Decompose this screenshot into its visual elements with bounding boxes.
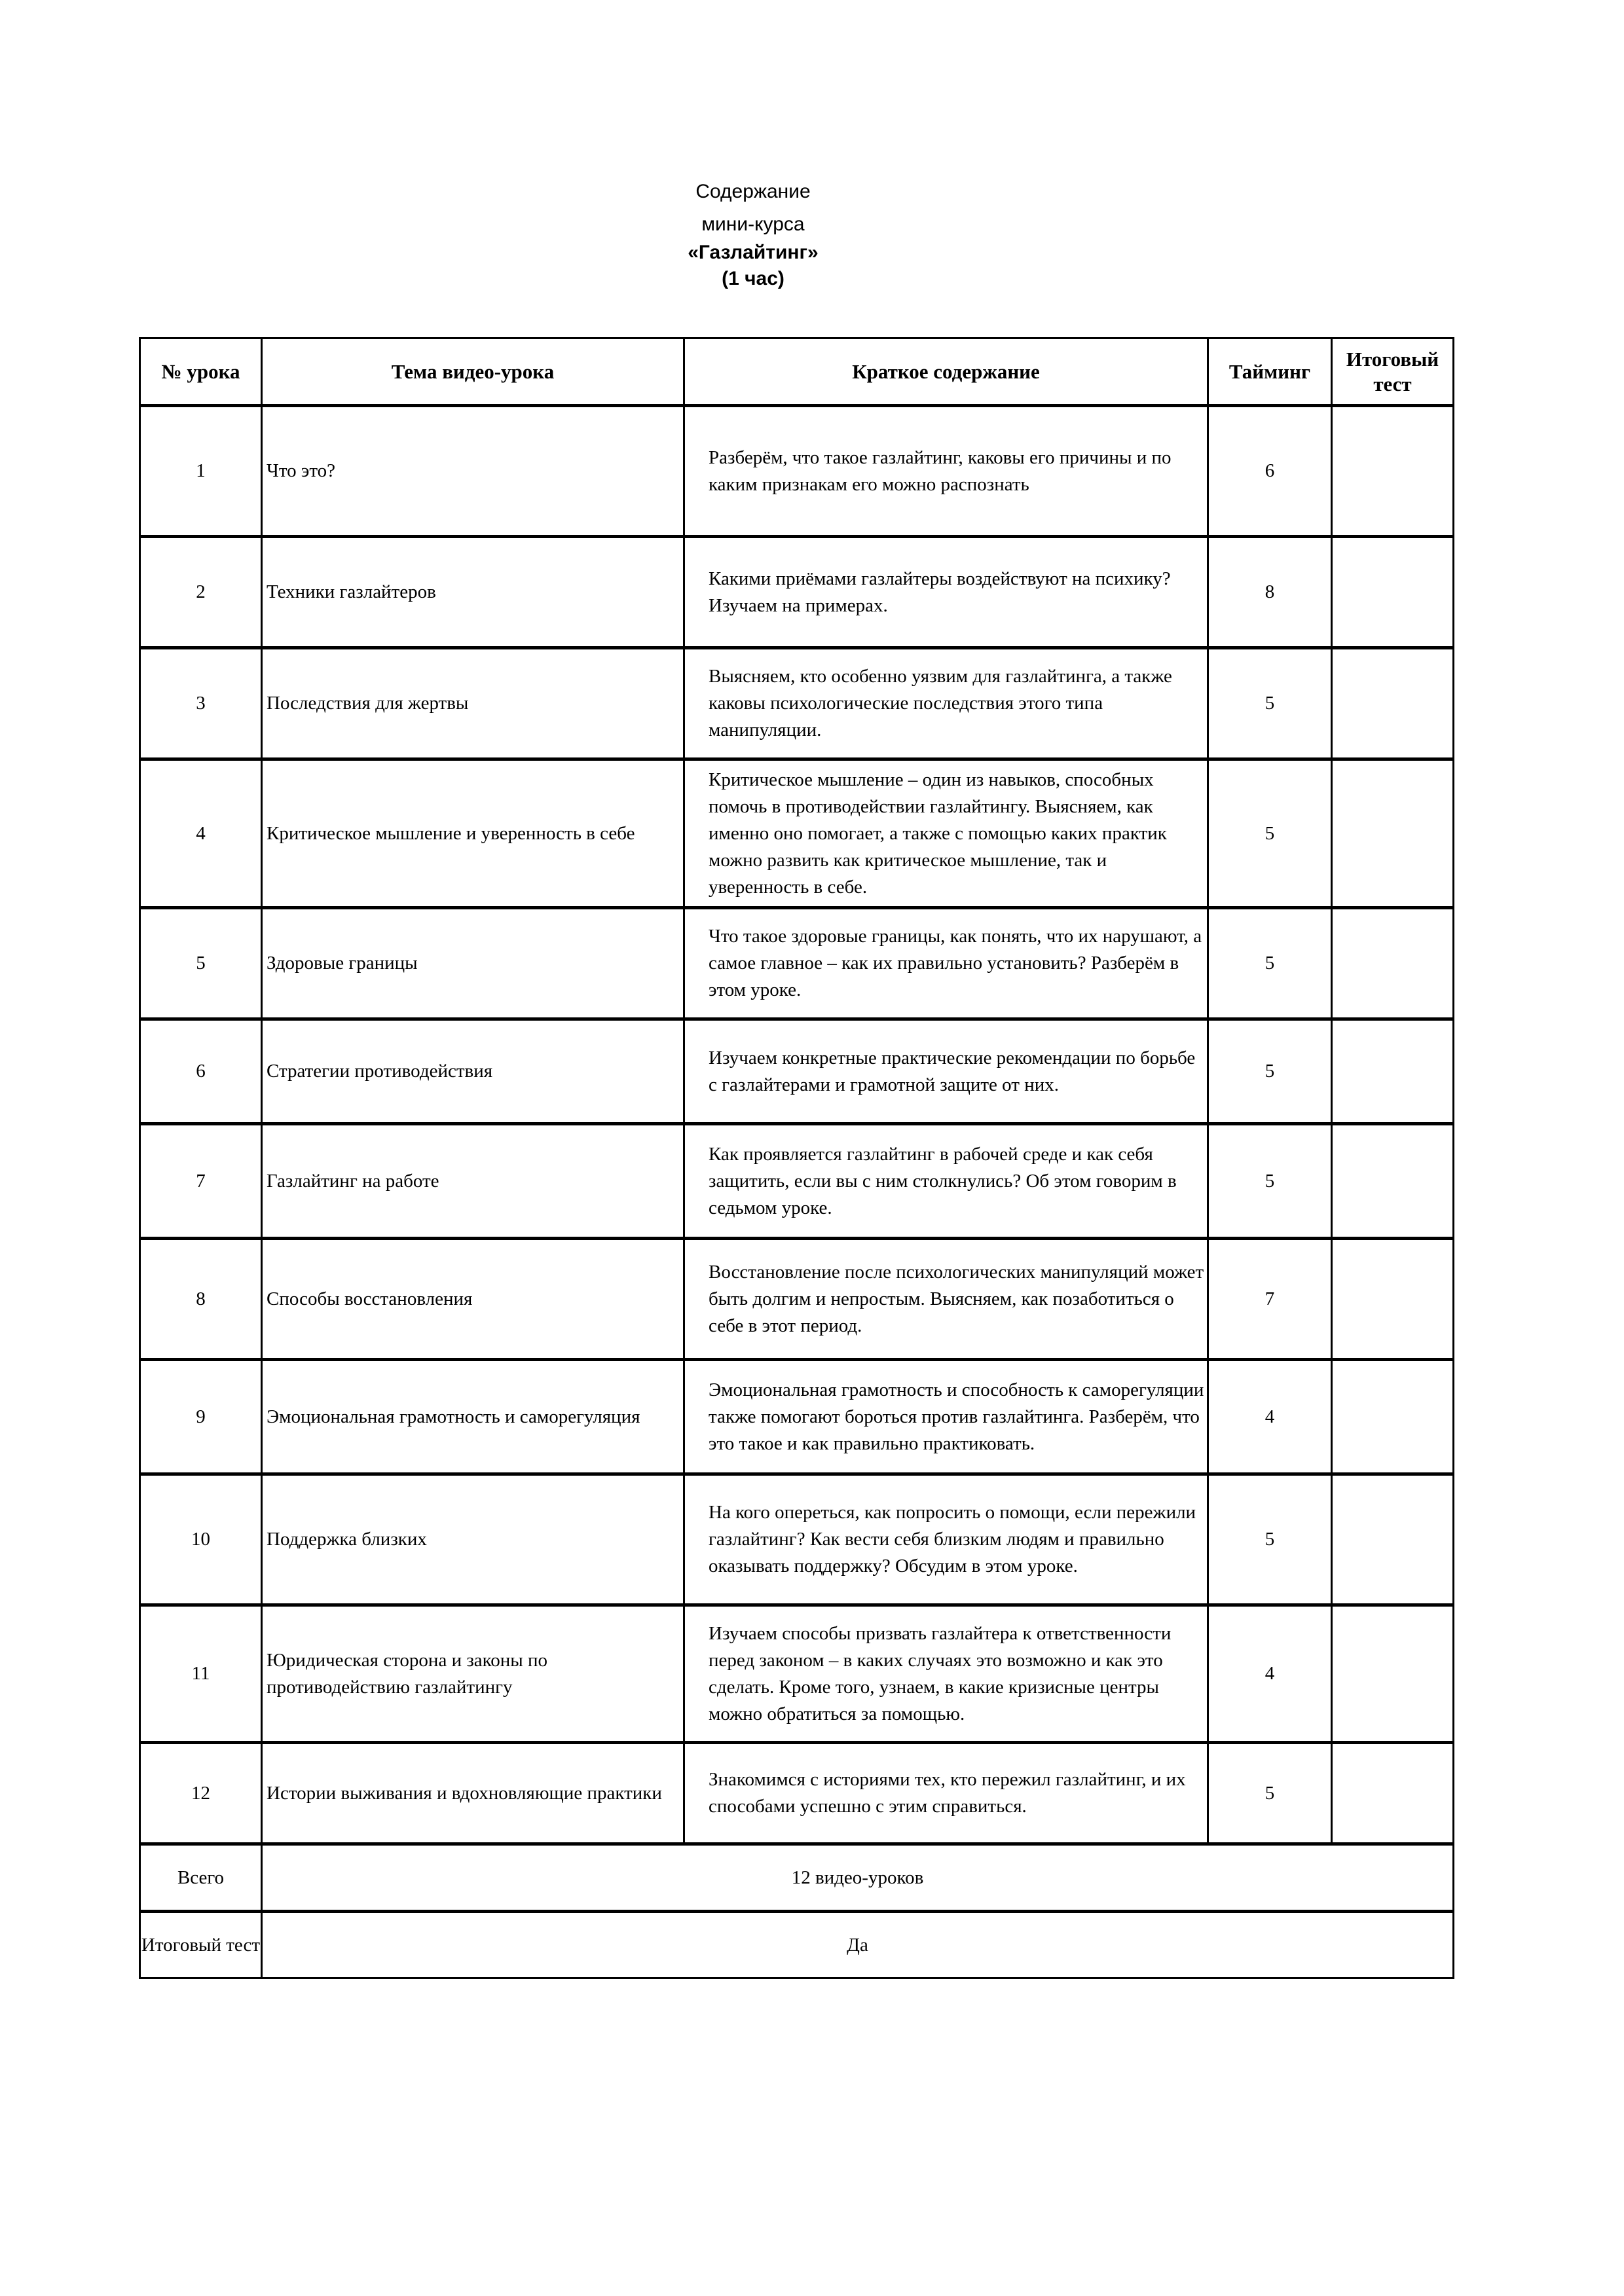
title-line-contents: Содержание (695, 181, 811, 202)
header-topic: Тема видео-урока (262, 338, 684, 406)
lesson-timing: 6 (1208, 406, 1332, 537)
lesson-timing: 5 (1208, 759, 1332, 908)
lesson-row (140, 1019, 1454, 1124)
document-title (589, 175, 917, 293)
lesson-timing: 5 (1208, 1474, 1332, 1605)
header-summary: Краткое содержание (684, 338, 1208, 406)
lesson-number: 10 (140, 1474, 262, 1605)
lesson-number: 12 (140, 1743, 262, 1844)
final-test-label: Итоговый тест (140, 1912, 262, 1978)
lesson-final-test (1332, 1743, 1454, 1844)
lesson-row (140, 759, 1454, 908)
lesson-topic: Здоровые границы (262, 908, 684, 1019)
lesson-final-test (1332, 648, 1454, 759)
lesson-row (140, 1360, 1454, 1474)
header-timing: Тайминг (1208, 338, 1332, 406)
lesson-number: 1 (140, 406, 262, 537)
lesson-number: 7 (140, 1124, 262, 1239)
header-lesson-number: № урока (140, 338, 262, 406)
lesson-number: 8 (140, 1239, 262, 1360)
lesson-summary: Изучаем способы призвать газлайтера к ответственности перед законом – в каких случаях это возможно и как это сделать. Кроме того, узнаем, в какие кризисные центры можно обратиться за помощью. (684, 1605, 1208, 1743)
lesson-summary: Изучаем конкретные практические рекомендации по борьбе с газлайтерами и грамотной защите от них. (684, 1019, 1208, 1124)
lesson-row (140, 1474, 1454, 1605)
lesson-summary: Как проявляется газлайтинг в рабочей среде и как себя защитить, если вы с ним столкнулись? Об этом говорим в седьмом уроке. (684, 1124, 1208, 1239)
lesson-topic: Юридическая сторона и законы по противодействию газлайтингу (262, 1605, 684, 1743)
lesson-row (140, 406, 1454, 537)
lesson-row (140, 1605, 1454, 1743)
course-name: «Газлайтинг» (688, 242, 819, 263)
lesson-final-test (1332, 406, 1454, 537)
lesson-topic: Поддержка близких (262, 1474, 684, 1605)
lesson-summary: Знакомимся с историями тех, кто пережил газлайтинг, и их способами успешно с этим справиться. (684, 1743, 1208, 1844)
lesson-timing: 5 (1208, 648, 1332, 759)
lesson-summary: Разберём, что такое газлайтинг, каковы его причины и по каким признакам его можно распознать (684, 406, 1208, 537)
lesson-topic: Последствия для жертвы (262, 648, 684, 759)
lesson-final-test (1332, 1239, 1454, 1360)
lesson-summary: Эмоциональная грамотность и способность к саморегуляции также помогают бороться против газлайтинга. Разберём, что это такое и как правильно практиковать. (684, 1360, 1208, 1474)
lesson-timing: 4 (1208, 1605, 1332, 1743)
lesson-number: 6 (140, 1019, 262, 1124)
total-label: Всего (140, 1844, 262, 1912)
lesson-final-test (1332, 759, 1454, 908)
lesson-row (140, 648, 1454, 759)
lesson-row (140, 1124, 1454, 1239)
table-header-row (140, 338, 1454, 406)
lesson-final-test (1332, 908, 1454, 1019)
lesson-topic: Критическое мышление и уверенность в себе (262, 759, 684, 908)
lesson-final-test (1332, 1360, 1454, 1474)
lesson-summary: Критическое мышление – один из навыков, способных помочь в противодействии газлайтингу. Выясняем, как именно оно помогает, а также с помощью каких практик можно развить как критическое мышление, так и уверенность в себе. (684, 759, 1208, 908)
lesson-final-test (1332, 1474, 1454, 1605)
lesson-summary: Что такое здоровые границы, как понять, что их нарушают, а самое главное – как их правильно установить? Разберём в этом уроке. (684, 908, 1208, 1019)
lesson-number: 5 (140, 908, 262, 1019)
total-value: 12 видео-уроков (262, 1844, 1454, 1912)
title-line-mini-course: мини-курса (701, 213, 805, 235)
total-row (140, 1844, 1454, 1912)
lesson-row (140, 908, 1454, 1019)
lesson-timing: 8 (1208, 537, 1332, 648)
lesson-summary: Восстановление после психологических манипуляций может быть долгим и непростым. Выясняем, как позаботиться о себе в этот период. (684, 1239, 1208, 1360)
lesson-summary: Выясняем, кто особенно уязвим для газлайтинга, а также каковы психологические последствия этого типа манипуляции. (684, 648, 1208, 759)
lesson-timing: 5 (1208, 908, 1332, 1019)
lesson-topic: Что это? (262, 406, 684, 537)
lesson-number: 2 (140, 537, 262, 648)
lesson-summary: Какими приёмами газлайтеры воздействуют на психику? Изучаем на примерах. (684, 537, 1208, 648)
final-test-row (140, 1912, 1454, 1978)
lesson-number: 9 (140, 1360, 262, 1474)
lesson-row (140, 537, 1454, 648)
lesson-number: 11 (140, 1605, 262, 1743)
lesson-final-test (1332, 1124, 1454, 1239)
lesson-row (140, 1239, 1454, 1360)
lesson-topic: Стратегии противодействия (262, 1019, 684, 1124)
lesson-number: 3 (140, 648, 262, 759)
lesson-timing: 5 (1208, 1124, 1332, 1239)
lesson-row (140, 1743, 1454, 1844)
lesson-final-test (1332, 1605, 1454, 1743)
lesson-timing: 4 (1208, 1360, 1332, 1474)
course-duration: (1 час) (722, 268, 784, 289)
lesson-final-test (1332, 537, 1454, 648)
lesson-topic: Истории выживания и вдохновляющие практики (262, 1743, 684, 1844)
lesson-timing: 7 (1208, 1239, 1332, 1360)
header-final-test: Итоговый тест (1332, 338, 1454, 406)
lesson-topic: Газлайтинг на работе (262, 1124, 684, 1239)
lesson-final-test (1332, 1019, 1454, 1124)
lesson-topic: Эмоциональная грамотность и саморегуляция (262, 1360, 684, 1474)
final-test-value: Да (262, 1912, 1454, 1978)
lesson-topic: Техники газлайтеров (262, 537, 684, 648)
lesson-summary: На кого опереться, как попросить о помощи, если пережили газлайтинг? Как вести себя близким людям и правильно оказывать поддержку? Обсудим в этом уроке. (684, 1474, 1208, 1605)
lesson-timing: 5 (1208, 1019, 1332, 1124)
lesson-topic: Способы восстановления (262, 1239, 684, 1360)
lesson-number: 4 (140, 759, 262, 908)
lesson-timing: 5 (1208, 1743, 1332, 1844)
course-contents-table (139, 337, 1454, 1979)
